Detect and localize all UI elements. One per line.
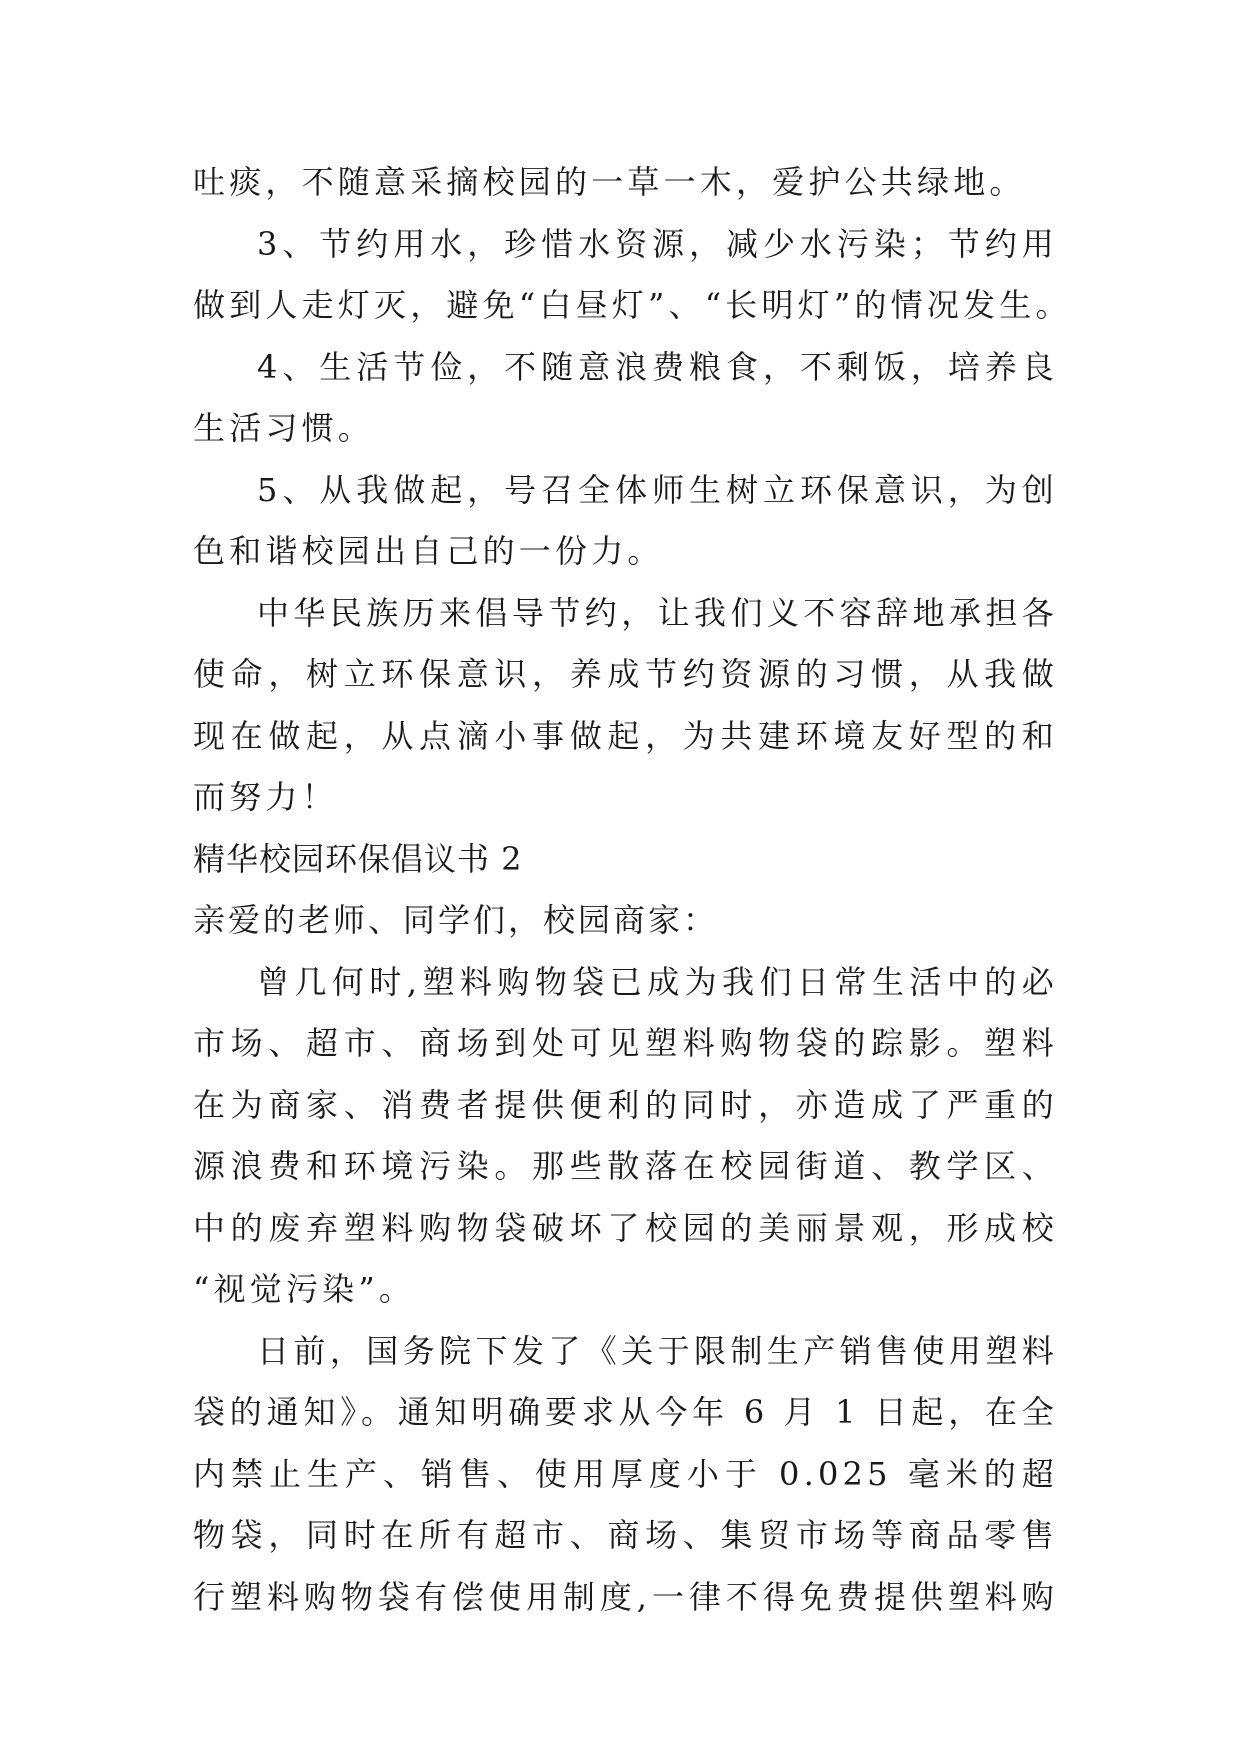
paragraph-line: 中的废弃塑料购物袋破坏了校园的美丽景观，形成校	[193, 1208, 1058, 1247]
paragraph-line: 5、从我做起，号召全体师生树立环保意识，为创	[257, 470, 1058, 509]
paragraph-line: 中华民族历来倡导节约，让我们义不容辞地承担各	[257, 593, 1058, 632]
paragraph-line: 市场、超市、商场到处可见塑料购物袋的踪影。塑料	[193, 1024, 1058, 1062]
paragraph-line: 日前，国务院下发了《关于限制生产销售使用塑料	[257, 1331, 1058, 1370]
document-body	[193, 152, 1072, 1628]
paragraph-line: 源浪费和环境污染。那些散落在校园街道、教学区、	[193, 1147, 1058, 1185]
paragraph-line: 做到人走灯灭，避免“白昼灯”、“长明灯”的情况发生。	[193, 286, 1072, 324]
paragraph-line: 内禁止生产、销售、使用厚度小于 0.025 毫米的超	[193, 1454, 1058, 1493]
salutation-line: 亲爱的老师、同学们，校园商家：	[193, 901, 719, 939]
section-heading: 精华校园环保倡议书 2	[193, 839, 523, 878]
paragraph-line: 而努力！	[193, 778, 338, 816]
paragraph-line: 曾几何时,塑料购物袋已成为我们日常生活中的必	[257, 962, 1058, 1001]
paragraph-line: 4、生活节俭，不随意浪费粮食，不剩饭，培养良	[257, 347, 1058, 386]
paragraph-line: 色和谐校园出自己的一份力。	[193, 532, 664, 570]
paragraph-line: 生活习惯。	[193, 409, 375, 447]
paragraph-line: 行塑料购物袋有偿使用制度,一律不得免费提供塑料购	[193, 1577, 1058, 1616]
paragraph-line: 吐痰，不随意采摘校园的一草一木，爱护公共绿地。	[193, 163, 1026, 201]
paragraph-line: 现在做起，从点滴小事做起，为共建环境友好型的和	[193, 716, 1058, 755]
paragraph-line: 物袋，同时在所有超市、商场、集贸市场等商品零售	[193, 1516, 1058, 1554]
paragraph-line: 3、节约用水，珍惜水资源，减少水污染；节约用	[257, 224, 1058, 263]
paragraph-line: “视觉污染”。	[193, 1270, 416, 1308]
paragraph-line: 使命，树立环保意识，养成节约资源的习惯，从我做	[193, 655, 1058, 693]
paragraph-line: 袋的通知》。通知明确要求从今年 6 月 1 日起，在全	[193, 1393, 1058, 1431]
paragraph-line: 在为商家、消费者提供便利的同时，亦造成了严重的	[193, 1085, 1058, 1124]
